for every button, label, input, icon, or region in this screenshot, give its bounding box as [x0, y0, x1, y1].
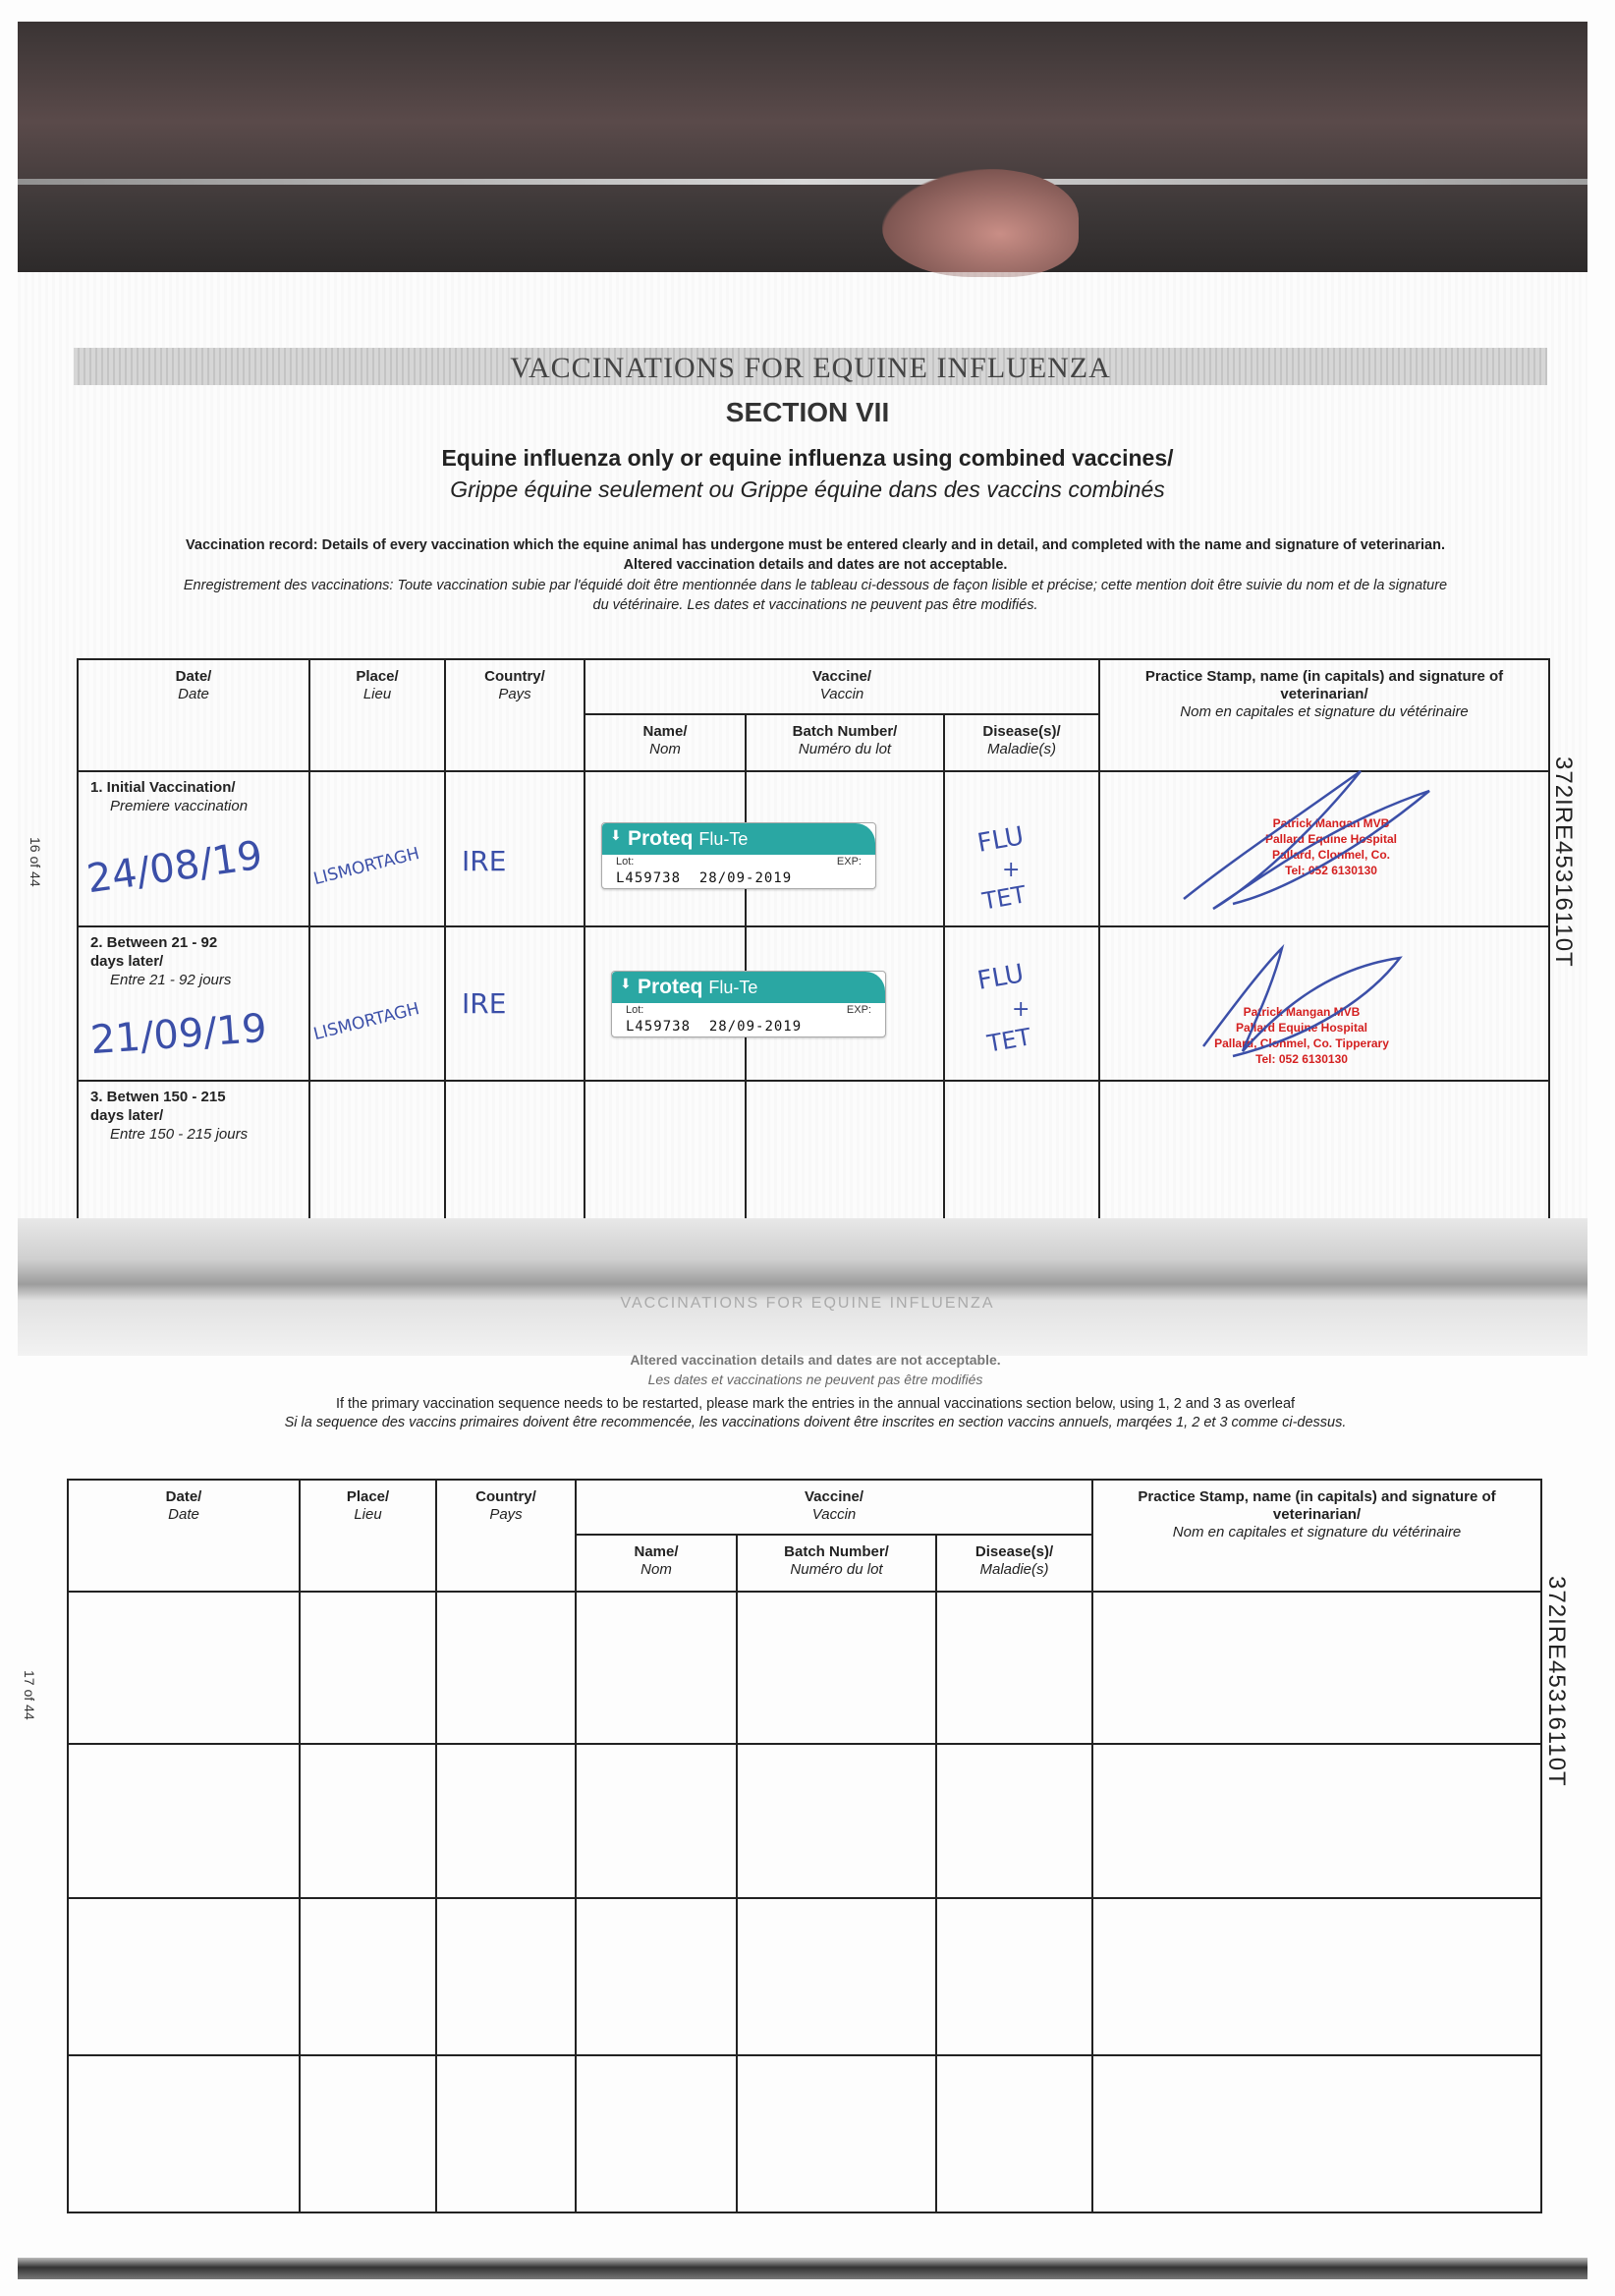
header-date: Date/ Date	[78, 659, 309, 771]
page-number-top: 16 of 44	[28, 837, 43, 887]
vaccine-sticker-1	[601, 822, 876, 889]
signature-2	[1194, 938, 1429, 1066]
page-edge-bottom	[18, 2258, 1587, 2279]
vaccine-brand: Proteq	[628, 827, 694, 850]
header-vaccine: Vaccine/ Vaccin	[576, 1480, 1092, 1535]
photo-background-top	[18, 22, 1587, 272]
table-row	[78, 1081, 1549, 1233]
page-fold	[18, 1218, 1587, 1356]
header-batch: Batch Number/ Numéro du lot	[737, 1535, 936, 1592]
vaccine-sticker-2	[611, 971, 886, 1037]
header-practice-stamp: Practice Stamp, name (in capitals) and signature of veterinarian/ Nom en capitales et signature du vétérinaire	[1099, 659, 1549, 771]
header-country: Country/ Pays	[436, 1480, 576, 1592]
header-name: Name/ Nom	[585, 714, 746, 771]
altered-note-fr: Les dates et vaccinations ne peuvent pas être modifiés	[647, 1372, 983, 1387]
handwritten-date-2: 21/09/19	[88, 1005, 269, 1064]
vaccine-brand: Proteq	[638, 976, 703, 998]
record-note-en: Vaccination record: Details of every vaccination which the equine animal has undergone must be entered clearly and in detail, and completed with the name and signature of veterinarian.	[186, 537, 1445, 553]
altered-note: Altered vaccination details and dates are not acceptable.	[630, 1352, 1001, 1368]
subtitle-fr: Grippe équine seulement ou Grippe équine dans des vaccins combinés	[450, 476, 1165, 502]
table-row	[68, 1744, 1541, 1898]
row-label-1: 1. Initial Vaccination/ Premiere vaccination	[78, 771, 309, 926]
row-label-2: 2. Between 21 - 92 days later/ Entre 21 - 92 jours	[78, 926, 309, 1081]
exp-label: EXP:	[846, 1004, 871, 1016]
batch-number-2: L459738 28/09-2019	[626, 1019, 803, 1035]
section-heading: SECTION VII	[725, 397, 890, 427]
header-name: Name/ Nom	[576, 1535, 737, 1592]
practice-stamp-2: Patrick Mangan MVB Pallard Equine Hospital Pallard, Clonmel, Co. Tipperary Tel: 052 6130130	[1214, 1005, 1389, 1066]
arrow-down-icon: ⬇	[620, 976, 632, 991]
record-note-fr-2: du vétérinaire. Les dates et vaccinations ne peuvent pas être modifiés.	[592, 597, 1038, 613]
header-place: Place/ Lieu	[300, 1480, 436, 1592]
handwritten-disease-1a: FLU	[975, 821, 1027, 859]
vaccine-type: Flu-Te	[708, 978, 758, 997]
header-disease: Disease(s)/ Maladie(s)	[936, 1535, 1092, 1592]
handwritten-disease-2b: TET	[984, 1023, 1033, 1058]
table-row	[68, 2055, 1541, 2212]
lot-label: Lot:	[626, 1004, 644, 1016]
row-label-3: 3. Betwen 150 - 215 days later/ Entre 150 - 215 jours	[78, 1081, 309, 1233]
passport-id-top: 372IRE45316110T	[1550, 756, 1577, 968]
handwritten-place-2: LISMORTAGH	[311, 998, 422, 1045]
vaccine-type: Flu-Te	[698, 829, 749, 849]
restart-note: If the primary vaccination sequence needs to be restarted, please mark the entries in the annual vaccinations section below, using 1, 2 and 3 as overleaf	[335, 1396, 1296, 1412]
passport-id-bottom: 372IRE45316110T	[1543, 1576, 1570, 1787]
arrow-down-icon: ⬇	[610, 827, 622, 843]
header-practice-stamp: Practice Stamp, name (in capitals) and signature of veterinarian/ Nom en capitales et signature du vétérinaire	[1092, 1480, 1541, 1592]
section-banner	[74, 348, 1547, 385]
handwritten-country-1: IRE	[462, 845, 507, 877]
header-date: Date/ Date	[68, 1480, 300, 1592]
header-country: Country/ Pays	[445, 659, 585, 771]
handwritten-date-1: 24/08/19	[84, 832, 265, 903]
vaccination-table-restart	[67, 1479, 1542, 2213]
faded-heading: VACCINATIONS FOR EQUINE INFLUENZA	[620, 1295, 995, 1312]
practice-stamp-1: Patrick Mangan MVB Pallard Equine Hospital Pallard, Clonmel, Co. Tel: 052 6130130	[1264, 816, 1398, 877]
record-note-en-2: Altered vaccination details and dates are not acceptable.	[623, 557, 1008, 573]
exp-label: EXP:	[836, 856, 862, 868]
restart-note-fr: Si la sequence des vaccins primaires doivent être recommencée, les vaccinations doivent être inscrites en section vaccins annuels, marqées 1, 2 et 3 comme ci-dessus.	[284, 1415, 1347, 1430]
handwritten-disease-1b: TET	[979, 880, 1029, 916]
handwritten-country-2: IRE	[462, 987, 507, 1020]
header-place: Place/ Lieu	[309, 659, 445, 771]
handwritten-disease-2a: FLU	[975, 959, 1027, 996]
header-batch: Batch Number/ Numéro du lot	[746, 714, 944, 771]
page-number-bottom: 17 of 44	[22, 1670, 37, 1720]
header-vaccine: Vaccine/ Vaccin	[585, 659, 1099, 714]
batch-number-1: L459738 28/09-2019	[616, 870, 793, 886]
lot-label: Lot:	[616, 856, 635, 868]
signature-1	[1174, 761, 1449, 919]
handwritten-disease-2plus: +	[1012, 997, 1030, 1022]
banner-title: VACCINATIONS FOR EQUINE INFLUENZA	[510, 352, 1111, 384]
finger-shadow	[882, 169, 1079, 277]
handwritten-place-1: LISMORTAGH	[311, 843, 422, 890]
record-note-fr: Enregistrement des vaccinations: Toute vaccination subie par l'équidé doit être mentionnée dans le tableau ci-dessous de façon lisible et précise; cette mention doit être suivie du nom et de la signature	[183, 578, 1448, 593]
plastic-edge	[18, 179, 1587, 185]
table-row	[68, 1898, 1541, 2055]
table-row	[68, 1592, 1541, 1744]
subtitle-en: Equine influenza only or equine influenza using combined vaccines/	[441, 445, 1174, 471]
header-disease: Disease(s)/ Maladie(s)	[944, 714, 1099, 771]
handwritten-disease-1plus: +	[1002, 858, 1021, 882]
